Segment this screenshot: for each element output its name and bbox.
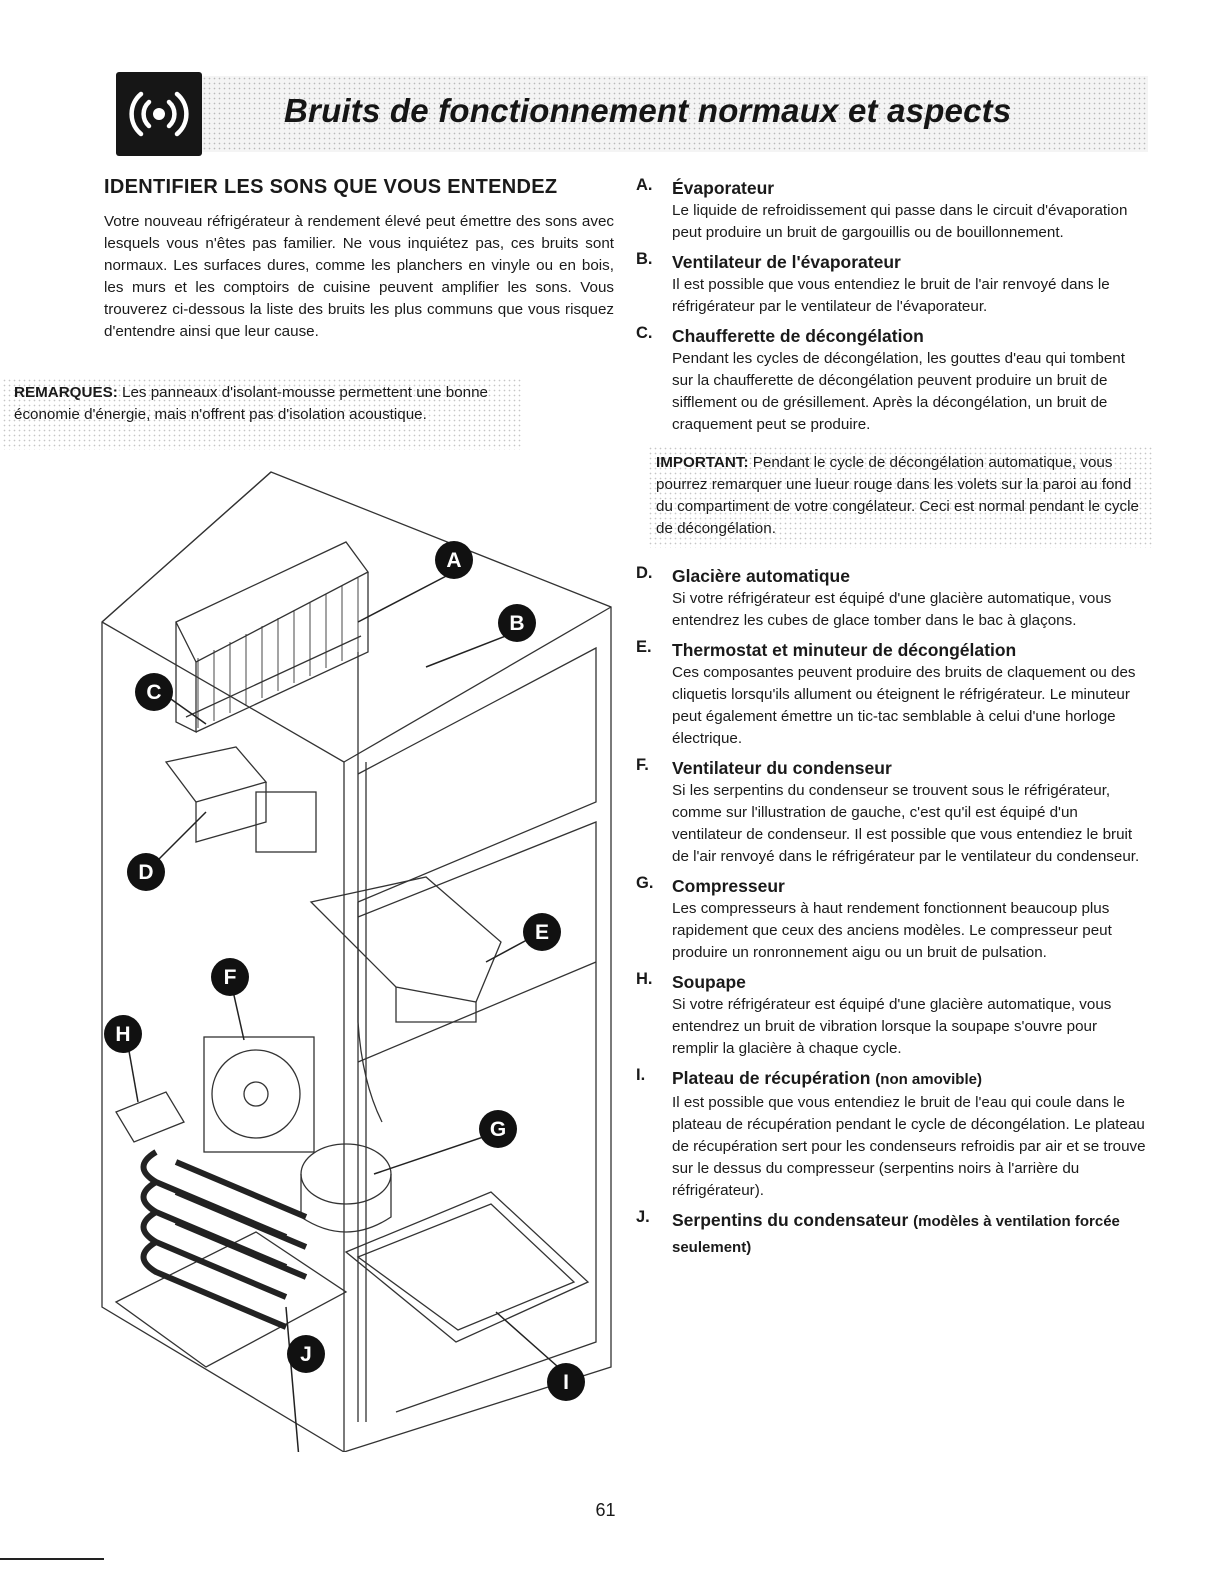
item-title-sub: (non amovible) [875, 1071, 982, 1088]
item-letter: D. [636, 564, 653, 582]
item-title [672, 1066, 1146, 1092]
item-title [672, 756, 1146, 780]
item-body: Ces composantes peuvent produire des bruits de claquement ou des cliquetis lorsqu'ils allument ou éteignent le réfrigérateur. Le minuteur peut également émettre un tic-tac semblable à celui d'une horloge électrique. [672, 664, 1136, 747]
item-h [636, 970, 1146, 1060]
item-f [636, 756, 1146, 868]
callout-h [104, 1015, 142, 1053]
callout-label-g: G [489, 1118, 507, 1141]
item-a [636, 176, 1146, 244]
item-title [672, 564, 1146, 588]
item-title-text: Plateau de récupération [672, 1068, 871, 1088]
callout-label-f: F [223, 966, 237, 989]
callout-label-b: B [509, 612, 525, 635]
important-text: Pendant le cycle de décongélation automatique, vous pourrez remarquer une lueur rouge dans les volets sur la paroi au fond du compartiment de votre congélateur. Ceci est normal pendant le cycle de décongélation. [656, 454, 1139, 537]
remarks-note [2, 378, 522, 450]
item-c [636, 324, 1146, 436]
callout-label-i: I [563, 1371, 569, 1394]
item-title-text: Soupape [672, 972, 746, 992]
item-letter: G. [636, 874, 654, 892]
item-title-text: Ventilateur de l'évaporateur [672, 252, 901, 272]
callout-b [498, 604, 536, 642]
item-title [672, 250, 1146, 274]
item-letter: J. [636, 1208, 650, 1226]
item-body: Le liquide de refroidissement qui passe dans le circuit d'évaporation peut produire un bruit de gargouillis ou de bouillonnement. [672, 202, 1128, 241]
item-j [636, 1208, 1146, 1260]
item-title-text: Glacière automatique [672, 566, 850, 586]
item-letter: E. [636, 638, 652, 656]
section-heading: IDENTIFIER LES SONS QUE VOUS ENTENDEZ [104, 176, 558, 198]
item-letter: I. [636, 1066, 646, 1084]
item-body: Si votre réfrigérateur est équipé d'une glacière automatique, vous entendrez un bruit de vibration lorsque la soupape s'ouvre pour remplir la glacière à chaque cycle. [672, 996, 1112, 1057]
callout-i [547, 1363, 585, 1401]
item-d [636, 564, 1146, 632]
callout-f [211, 958, 249, 996]
callout-label-e: E [534, 921, 550, 944]
item-g [636, 874, 1146, 964]
remarks-label: REMARQUES: [14, 384, 118, 401]
page-number: 61 [595, 1500, 616, 1520]
item-title [672, 324, 1146, 348]
page-header [116, 72, 1148, 156]
left-column [104, 176, 614, 343]
intro-paragraph: Votre nouveau réfrigérateur à rendement élevé peut émettre des sons avec lesquels vous n'êtes pas familier. Ne vous inquiétez pas, ces bruits sont normaux. Les surfaces dures, comme les planchers en vinyle ou en bois, les murs et les comptoirs de cuisine peuvent amplifier les sons. Vous trouverez ci-dessous la liste des bruits les plus communs que vous risquez d'entendre ainsi que leur cause. [104, 213, 614, 340]
remarks-text: Les panneaux d'isolant-mousse permettent une bonne économie d'énergie, mais n'offrent pas d'isolation acoustique. [14, 384, 488, 423]
item-body: Il est possible que vous entendiez le bruit de l'air renvoyé dans le réfrigérateur par le ventilateur de l'évaporateur. [672, 276, 1110, 315]
important-label: IMPORTANT: [656, 454, 749, 471]
callout-c [135, 673, 173, 711]
item-title-sub: (modèles à ventilation forcée seulement) [672, 1213, 1120, 1256]
item-body: Si votre réfrigérateur est équipé d'une glacière automatique, vous entendrez les cubes de glace tomber dans le bac à glaçons. [672, 590, 1112, 629]
item-body: Pendant les cycles de décongélation, les gouttes d'eau qui tombent sur la chaufferette de décongélation peuvent produire un bruit de sifflement ou de grésillement. Après la décongélation, un bruit de craquement peut se produire. [672, 350, 1125, 433]
item-title-text: Ventilateur du condenseur [672, 758, 892, 778]
item-body: Les compresseurs à haut rendement fonctionnent beaucoup plus rapidement que ceux des anciens modèles. Le compresseur peut produire un ronronnement aigu ou un bruit de pulsation. [672, 900, 1112, 961]
callout-label-a: A [446, 549, 462, 572]
item-letter: H. [636, 970, 653, 988]
item-letter: F. [636, 756, 649, 774]
page-title: Bruits de fonctionnement normaux et aspects [284, 92, 1012, 129]
header-icon-box [116, 72, 202, 156]
item-title [672, 176, 1146, 200]
item-title-text: Chaufferette de décongélation [672, 326, 924, 346]
important-note [648, 446, 1154, 548]
callout-label-c: C [146, 681, 162, 704]
item-letter: A. [636, 176, 653, 194]
callout-a [435, 541, 473, 579]
callout-g [479, 1110, 517, 1148]
item-title-text: Thermostat et minuteur de décongélation [672, 640, 1017, 660]
item-e [636, 638, 1146, 750]
right-column [636, 176, 1146, 1266]
item-i [636, 1066, 1146, 1202]
item-letter: B. [636, 250, 653, 268]
callout-e [523, 913, 561, 951]
callout-j [287, 1335, 325, 1373]
item-body: Il est possible que vous entendiez le bruit de l'eau qui coule dans le plateau de récupération pendant le cycle de décongélation. Le plateau de récupération sert pour les condenseurs refroidis par air et se trouve sur le dessus du compresseur (serpentins noirs à l'arrière du réfrigérateur). [672, 1094, 1146, 1199]
callout-label-h: H [115, 1023, 131, 1046]
item-title-text: Serpentins du condensateur [672, 1210, 909, 1230]
callout-d [127, 853, 165, 891]
item-title-text: Compresseur [672, 876, 785, 896]
item-title [672, 970, 1146, 994]
callout-label-d: D [138, 861, 154, 884]
footer-rule [0, 1558, 104, 1560]
sound-waves-icon [122, 82, 196, 146]
item-title [672, 638, 1146, 662]
item-b [636, 250, 1146, 318]
item-body: Si les serpentins du condenseur se trouvent sous le réfrigérateur, comme sur l'illustration de gauche, c'est qu'il est équipé d'un ventilateur de condenseur. Il est possible que vous entendiez le bruit de l'air renvoyé dans le réfrigérateur par le ventilateur du condenseur. [672, 782, 1140, 865]
item-title-text: Évaporateur [672, 178, 775, 198]
callout-label-j: J [300, 1343, 312, 1366]
item-title [672, 874, 1146, 898]
item-title [672, 1208, 1146, 1260]
refrigerator-diagram [96, 462, 618, 1452]
item-letter: C. [636, 324, 653, 342]
